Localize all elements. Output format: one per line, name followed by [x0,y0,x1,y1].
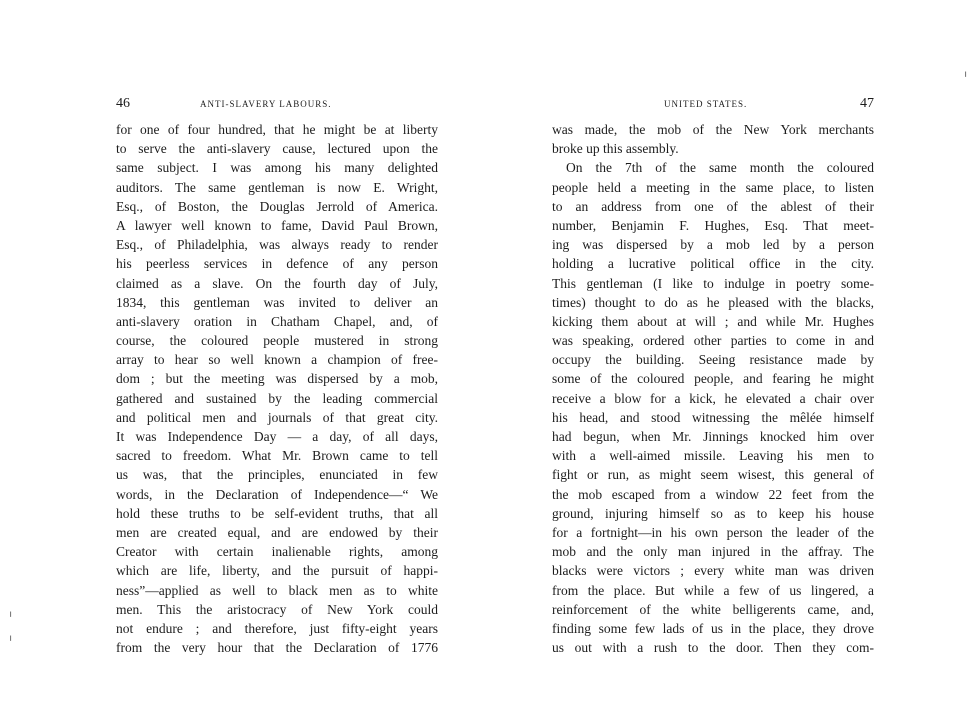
text-line: to serve the anti-slavery cause, lectured upon the [116,141,438,157]
text-line: words, in the Declaration of Independence—“ We [116,486,438,502]
left-page-header [116,96,438,116]
text-line: his head, and stood witnessing the mêlée himself [552,409,874,425]
text-line: ing was dispersed by a mob led by a person [552,237,874,253]
text-line: to an address from one of the ablest of their [552,198,874,214]
text-line: course, the coloured people mustered in strong [116,333,438,349]
text-line: gathered and sustained by the leading commercial [116,390,438,406]
right-running-title: UNITED STATES. [664,99,748,109]
text-line: was speaking, ordered other parties to come in and [552,333,874,349]
text-line: us out with a rush to the door. Then they com- [552,640,874,656]
text-line: blacks were victors ; every white man was driven [552,563,874,579]
text-line: A lawyer well known to fame, David Paul Brown, [116,217,438,233]
text-line: finding some few lads of us in the place, they drove [552,620,874,636]
text-line: It was Independence Day — a day, of all days, [116,429,438,444]
text-line: auditors. The same gentleman is now E. Wright, [116,179,438,195]
text-line: same subject. I was among his many delighted [116,160,438,176]
left-running-title: ANTI-SLAVERY LABOURS. [200,99,332,109]
text-line: ground, injuring himself so as to keep his house [552,505,874,521]
text-line: kicking them about at will ; and while Mr. Hughes [552,313,874,329]
text-line: claimed as a slave. On the fourth day of July, [116,275,438,291]
text-line: was made, the mob of the New York merchants [552,122,874,137]
scan-speck-mark: ╵ [8,636,14,646]
text-line: for one of four hundred, that he might be at liberty [116,122,438,137]
right-page-header [552,96,874,116]
text-line: reinforcement of the white belligerents came, and, [552,601,874,617]
text-line: men are created equal, and are endowed by their [116,524,438,540]
text-line: not endure ; and therefore, just fifty-eight years [116,620,438,636]
text-line: Creator with certain inalienable rights, among [116,544,438,560]
scan-speck-mark: ╵ [963,72,969,82]
text-line: holding a lucrative political office in the city. [552,256,874,272]
text-line: ness”—applied as well to black men as to white [116,582,438,598]
text-line: and political men and journals of that great city. [116,409,438,425]
text-line: people held a meeting in the same place, to listen [552,179,874,195]
right-page-body [552,120,874,657]
text-line: times) thought to do as he pleased with the blacks, [552,294,874,310]
text-line: fight or run, as might seem wisest, this general of [552,467,874,483]
left-page [116,96,438,657]
text-line: men. This the aristocracy of New York could [116,601,438,617]
text-line: dom ; but the meeting was dispersed by a mob, [116,371,438,387]
text-line: 1834, this gentleman was invited to deliver an [116,294,438,310]
left-page-number: 46 [116,96,130,111]
left-page-body [116,120,438,657]
right-page-number: 47 [860,96,874,111]
text-line: Esq., of Philadelphia, was always ready to render [116,237,438,253]
text-line: us was, that the principles, enunciated in few [116,467,438,483]
text-line: hold these truths to be self-evident truths, that all [116,505,438,521]
text-line: with a well-aimed missile. Leaving his men to [552,448,874,464]
text-line: his peerless services in defence of any person [116,256,438,272]
text-line: Esq., of Boston, the Douglas Jerrold of America. [116,198,438,214]
text-line: some of the coloured people, and fearing he might [552,371,874,387]
text-line: had begun, when Mr. Jinnings knocked him over [552,429,874,444]
text-line: from the very hour that the Declaration of 1776 [116,640,438,656]
text-line: broke up this assembly. [552,141,679,157]
text-line: for a fortnight—in his own person the leader of the [552,524,874,540]
text-line: from the place. But while a few of us lingered, a [552,582,874,598]
text-line: array to hear so well known a champion of free- [116,352,438,368]
text-line: number, Benjamin F. Hughes, Esq. That meet- [552,217,874,233]
right-page [552,96,874,657]
text-line: which are life, liberty, and the pursuit of happi- [116,563,438,579]
text-line: This gentleman (I like to indulge in poetry some- [552,275,874,291]
scan-speck-mark: ╵ [8,612,14,622]
text-line: anti-slavery oration in Chatham Chapel, and, of [116,313,438,329]
text-line: receive a blow for a kick, he elevated a chair over [552,390,874,406]
text-line: mob and the only man injured in the affray. The [552,544,874,560]
text-line: On the 7th of the same month the coloured [566,160,874,176]
text-line: occupy the building. Seeing resistance made by [552,352,874,368]
text-line: sacred to freedom. What Mr. Brown came to tell [116,448,438,464]
text-line: the mob escaped from a window 22 feet from the [552,486,874,502]
